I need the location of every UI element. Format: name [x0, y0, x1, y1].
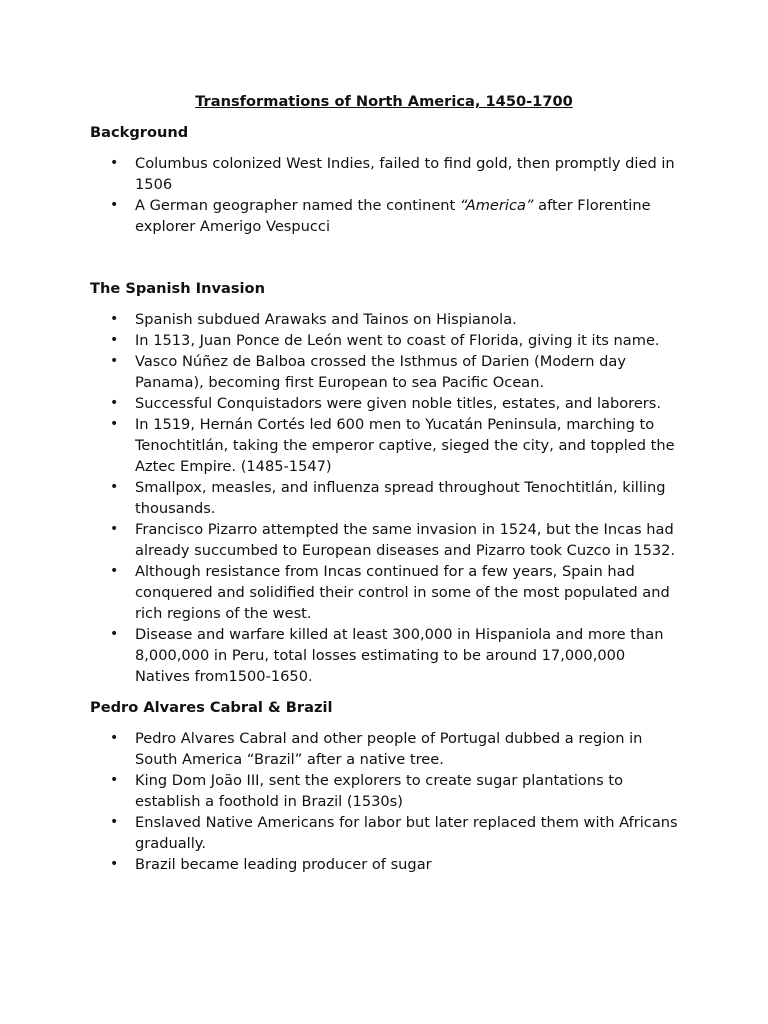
list-item: [90, 309, 678, 330]
list-item-text: Disease and warfare killed at least 300,000 in Hispaniola and more than 8,000,000 in Peru, total losses estimating to be around 17,000,000 Natives from1500-1650.: [135, 626, 664, 685]
list-item: [90, 195, 678, 237]
section-spanish-invasion: [90, 278, 678, 687]
list-item-text: Columbus colonized West Indies, failed to find gold, then promptly died in 1506: [135, 155, 675, 193]
bullet-icon: •: [110, 416, 119, 432]
bullet-icon: •: [110, 856, 119, 872]
list-item-text: Although resistance from Incas continued for a few years, Spain had conquered and solidified their control in some of the most populated and rich regions of the west.: [135, 563, 670, 622]
bullet-icon: •: [110, 521, 119, 537]
list-item: [90, 153, 678, 195]
bullet-icon: •: [110, 197, 119, 213]
list-item-text: Successful Conquistadors were given noble titles, estates, and laborers.: [135, 395, 662, 412]
list-item-text: after Florentine explorer Amerigo Vespucci: [135, 197, 651, 235]
list-item: [90, 854, 678, 875]
list-item: [90, 414, 678, 477]
section-background: [90, 122, 678, 237]
list-item: [90, 561, 678, 624]
bullet-list: [90, 309, 678, 687]
document-title: Transformations of North America, 1450-1700: [195, 93, 573, 110]
bullet-icon: •: [110, 730, 119, 746]
bullet-icon: •: [110, 479, 119, 495]
list-item: [90, 477, 678, 519]
bullet-icon: •: [110, 353, 119, 369]
bullet-icon: •: [110, 772, 119, 788]
list-item-text: Pedro Alvares Cabral and other people of Portugal dubbed a region in South America “Brazil” after a native tree.: [135, 730, 643, 768]
list-item: [90, 624, 678, 687]
list-item-text: King Dom João III, sent the explorers to create sugar plantations to establish a foothold in Brazil (1530s): [135, 772, 623, 810]
list-item: [90, 393, 678, 414]
section-heading: Background: [90, 124, 189, 141]
bullet-icon: •: [110, 814, 119, 830]
list-item-text: Smallpox, measles, and influenza spread throughout Tenochtitlán, killing thousands.: [135, 479, 666, 517]
section-heading: Pedro Alvares Cabral & Brazil: [90, 699, 333, 716]
emphasized-term: “America”: [459, 197, 534, 214]
bullet-list: [90, 153, 678, 237]
list-item: [90, 330, 678, 351]
list-item-text: In 1519, Hernán Cortés led 600 men to Yucatán Peninsula, marching to Tenochtitlán, taking the emperor captive, sieged the city, and toppled the Aztec Empire. (1485-1547): [135, 416, 675, 475]
list-item: [90, 770, 678, 812]
bullet-icon: •: [110, 626, 119, 642]
bullet-icon: •: [110, 563, 119, 579]
list-item-text: Brazil became leading producer of sugar: [135, 856, 432, 873]
bullet-list: [90, 728, 678, 875]
list-item-text: A German geographer named the continent: [135, 197, 460, 214]
list-item: [90, 519, 678, 561]
list-item-text: Francisco Pizarro attempted the same invasion in 1524, but the Incas had already succumbed to European diseases and Pizarro took Cuzco in 1532.: [135, 521, 676, 559]
list-item-text: Vasco Núñez de Balboa crossed the Isthmus of Darien (Modern day Panama), becoming first European to sea Pacific Ocean.: [135, 353, 626, 391]
list-item: [90, 728, 678, 770]
bullet-icon: •: [110, 395, 119, 411]
bullet-icon: •: [110, 311, 119, 327]
list-item-text: In 1513, Juan Ponce de León went to coast of Florida, giving it its name.: [135, 332, 660, 349]
bullet-icon: •: [110, 155, 119, 171]
list-item-text: Spanish subdued Arawaks and Tainos on Hispianola.: [135, 311, 517, 328]
section-cabral-brazil: [90, 697, 678, 875]
section-heading: The Spanish Invasion: [90, 280, 265, 297]
list-item: [90, 351, 678, 393]
list-item-text: Enslaved Native Americans for labor but later replaced them with Africans gradually.: [135, 814, 678, 852]
list-item: [90, 812, 678, 854]
bullet-icon: •: [110, 332, 119, 348]
